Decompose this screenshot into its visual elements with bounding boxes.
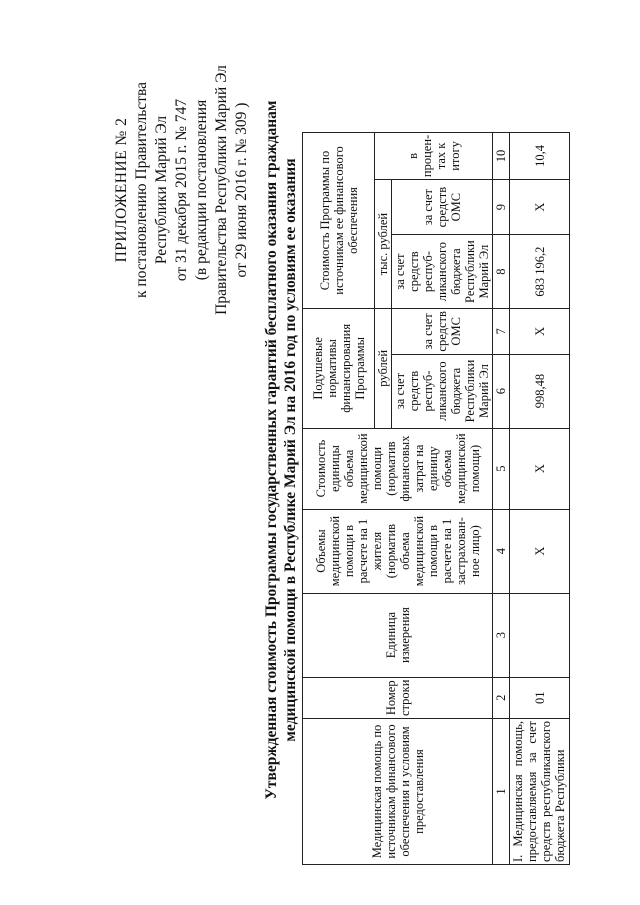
colnum: 3 — [493, 593, 510, 677]
header-volume: Объемы медицинской помощи в расчете на 1 жителя (норматив объема медицинской помощи в расчете на 1 застрахован-ное лицо) — [303, 509, 493, 593]
header-per-capita: Подушевые нормативы финансирования Программы — [303, 309, 375, 428]
colnum: 10 — [493, 132, 510, 179]
title-line-1: Утвержденная стоимость Программы государственных гарантий бесплатного оказания гражданам — [263, 100, 280, 800]
header-service: Медицинская помощь по источникам финансового обеспечения и условиям предоставления — [303, 719, 493, 865]
row-percent: 10,4 — [510, 132, 570, 179]
row-label: I. Медицинская помощь, предоставляемая за счет средств республиканского бюджета Республики — [510, 719, 570, 865]
header-row-number: Номер строки — [303, 677, 493, 718]
appendix-line: к постановлению Правительства — [133, 82, 150, 298]
row-cost-oms: Х — [510, 180, 570, 235]
header-cost-budget: за счет средств респуб-ликанского бюджета Республики Марий Эл — [392, 235, 493, 309]
title-line-2: медицинской помощи в Республике Марий Эл на 2016 год по условиям ее оказания — [282, 158, 299, 742]
row-normative-budget: 998,48 — [510, 354, 570, 428]
colnum: 8 — [493, 235, 510, 309]
header-program-cost: Стоимость Программы по источникам ее финансового обеспечения — [303, 132, 375, 308]
appendix-line: Республики Марий Эл — [153, 115, 170, 265]
header-unit: Единица измерения — [303, 593, 493, 677]
header-unit-rub: рублей — [375, 309, 392, 428]
colnum: 9 — [493, 180, 510, 235]
appendix-header — [112, 40, 252, 340]
header-unit-thous: тыс. рублей — [375, 180, 392, 309]
document-title — [262, 35, 300, 865]
header-normative-oms: за счет средств ОМС — [392, 309, 493, 354]
row-number: 01 — [510, 677, 570, 718]
row-unit-cost: Х — [510, 428, 570, 509]
appendix-line: от 29 июня 2016 г. № 309 ) — [233, 102, 250, 278]
header-cost-oms: за счет средств ОМС — [392, 180, 493, 235]
colnum: 7 — [493, 309, 510, 354]
row-volume: Х — [510, 509, 570, 593]
row-unit — [510, 593, 570, 677]
row-normative-oms: Х — [510, 309, 570, 354]
appendix-line: ПРИЛОЖЕНИЕ № 2 — [113, 117, 130, 263]
header-normative-budget: за счет средств респуб-ликанского бюджета Республики Марий Эл — [392, 354, 493, 428]
colnum: 2 — [493, 677, 510, 718]
colnum: 6 — [493, 354, 510, 428]
header-percent: в процен-тах к итогу — [375, 132, 493, 179]
appendix-line: Правительства Республики Марий Эл — [213, 65, 230, 315]
cost-table — [302, 132, 570, 865]
row-cost-budget: 683 196,2 — [510, 235, 570, 309]
table-row — [510, 132, 570, 864]
appendix-line: от 31 декабря 2015 г. № 747 — [173, 98, 190, 282]
colnum: 1 — [493, 719, 510, 865]
appendix-line: (в редакции постановления — [193, 99, 210, 281]
colnum: 4 — [493, 509, 510, 593]
colnum: 5 — [493, 428, 510, 509]
header-unit-cost: Стоимость единицы объема медицинской помощи (норматив финансовых затрат на единицу объема медицинской помощи) — [303, 428, 493, 509]
